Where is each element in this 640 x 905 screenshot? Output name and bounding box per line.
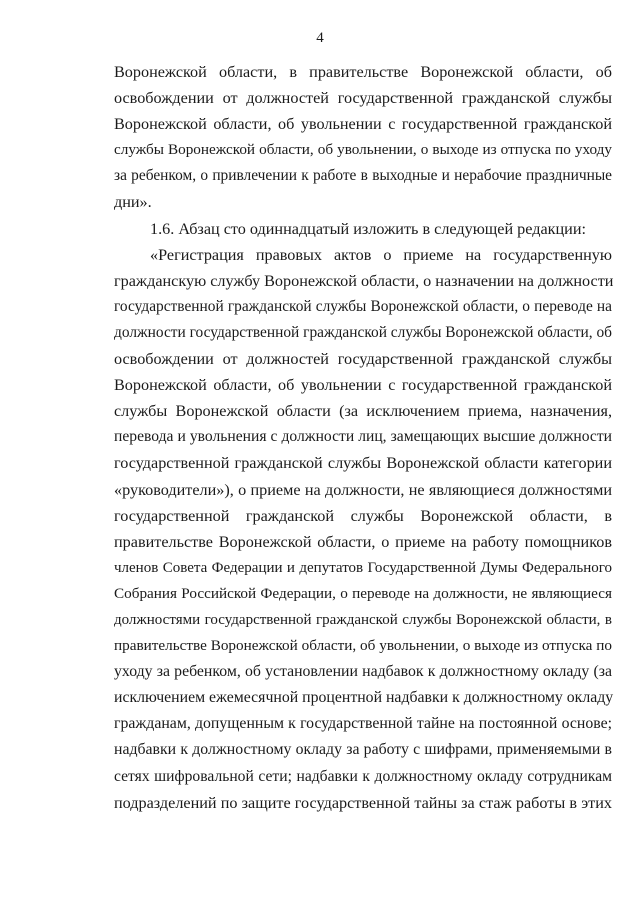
text-line: дни». bbox=[114, 193, 152, 212]
text-line: уходу за ребенком, об установлении надбавок к должностному окладу (за bbox=[114, 663, 612, 681]
text-line: гражданам, допущенным к государственной тайне на постоянной основе; bbox=[114, 715, 612, 733]
text-line: надбавки к должностному окладу за работу с шифрами, применяемыми в bbox=[114, 741, 612, 759]
text-line: Собрания Российской Федерации, о переводе на должности, не являющиеся bbox=[114, 584, 612, 602]
page-number: 4 bbox=[316, 30, 324, 46]
text-line: Воронежской области, в правительстве Воронежской области, об bbox=[114, 63, 612, 81]
text-line: должностями государственной гражданской службы Воронежской области, в bbox=[114, 611, 612, 628]
text-line: Воронежской области, об увольнении с государственной гражданской bbox=[114, 376, 612, 395]
text-line: правительстве Воронежской области, об увольнении, о выходе из отпуска по bbox=[114, 637, 612, 655]
text-line: гражданскую службу Воронежской области, о назначении на должности bbox=[114, 271, 614, 290]
text-line: должности государственной гражданской службы Воронежской области, об bbox=[114, 323, 613, 341]
text-line: перевода и увольнения с должности лиц, замещающих высшие должности bbox=[114, 428, 612, 446]
text-line: государственной гражданской службы Воронежской области, о переводе на bbox=[114, 297, 612, 315]
body-text bbox=[114, 59, 612, 816]
text-line: государственной гражданской службы Воронежской области категории bbox=[114, 454, 612, 473]
text-line: государственной гражданской службы Воронежской области, в bbox=[114, 506, 612, 525]
text-line: «Регистрация правовых актов о приеме на государственную bbox=[150, 245, 612, 264]
text-line: освобождении от должностей государственной гражданской службы bbox=[114, 89, 612, 108]
text-line: подразделений по защите государственной тайны за стаж работы в этих bbox=[114, 793, 612, 812]
text-line: за ребенком, о привлечении к работе в выходные и нерабочие праздничные bbox=[114, 167, 612, 185]
text-line: сетях шифровальной сети; надбавки к должностному окладу сотрудникам bbox=[114, 767, 612, 785]
text-line: правительстве Воронежской области, о приеме на работу помощников bbox=[114, 532, 612, 551]
text-line: членов Совета Федерации и депутатов Государственной Думы Федерального bbox=[114, 559, 612, 576]
text-line: Воронежской области, об увольнении с государственной гражданской bbox=[114, 115, 612, 134]
text-line: службы Воронежской области, об увольнении, о выходе из отпуска по уходу bbox=[114, 141, 612, 159]
text-line: исключением ежемесячной процентной надбавки к должностному окладу bbox=[114, 689, 614, 707]
text-line: освобождении от должностей государственной гражданской службы bbox=[114, 350, 612, 369]
text-line: службы Воронежской области (за исключением приема, назначения, bbox=[114, 402, 612, 421]
text-line: «руководители»), о приеме на должности, не являющиеся должностями bbox=[114, 480, 612, 499]
text-line: 1.6. Абзац сто одиннадцатый изложить в следующей редакции: bbox=[150, 219, 586, 238]
